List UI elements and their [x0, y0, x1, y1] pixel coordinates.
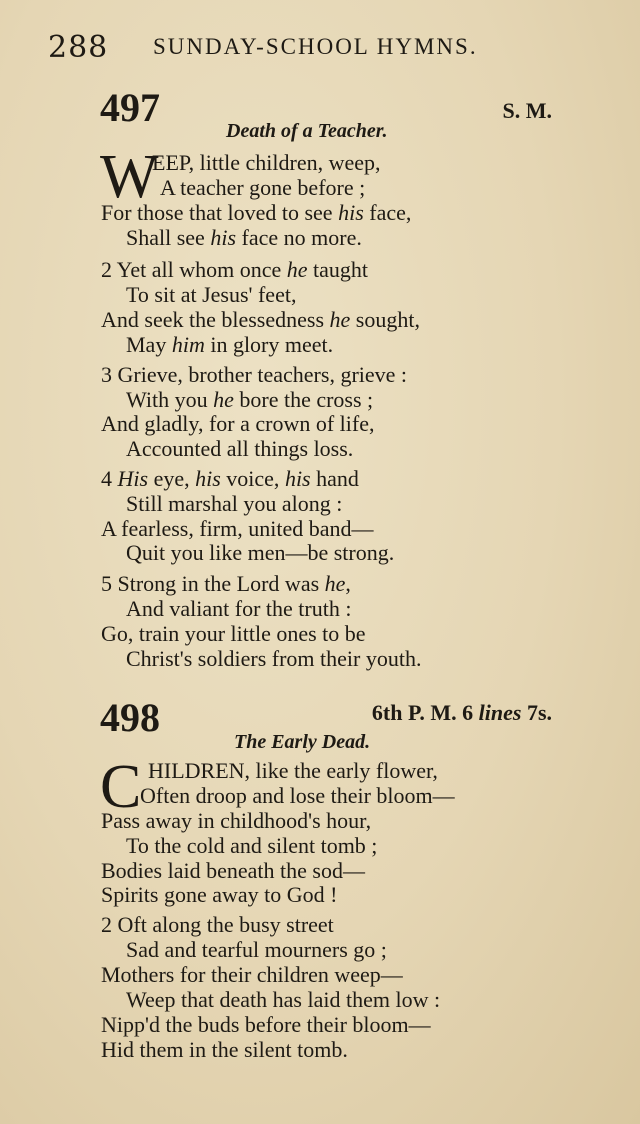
hymn-line: 3 Grieve, brother teachers, grieve :	[101, 362, 408, 387]
hymn-line: Sad and tearful mourners go ;	[126, 937, 387, 962]
hymn-line: Mothers for their children weep—	[101, 962, 403, 987]
hymn-line: Nipp'd the buds before their bloom—	[101, 1012, 431, 1037]
drop-cap: W	[100, 143, 159, 211]
hymn-line: Weep that death has laid them low :	[126, 987, 441, 1012]
hymn-line: Accounted all things loss.	[126, 436, 354, 461]
hymn-meter: 6th P. M. 6 lines 7s.	[371, 700, 552, 725]
hymn-line: 4 His eye, his voice, his hand	[101, 466, 359, 491]
running-title: SUNDAY-SCHOOL HYMNS.	[153, 34, 478, 59]
hymn-line: 2 Oft along the busy street	[101, 912, 334, 937]
hymn-title: The Early Dead.	[234, 731, 371, 753]
hymn-line: With you he bore the cross ;	[126, 387, 374, 412]
hymn-line: A fearless, firm, united band—	[101, 516, 374, 541]
running-head	[48, 30, 608, 70]
hymn-number: 498	[100, 695, 160, 740]
hymn-line: And gladly, for a crown of life,	[101, 411, 375, 436]
hymn-line: Spirits gone away to God !	[101, 882, 338, 907]
hymn-line: Still marshal you along :	[126, 491, 343, 516]
hymn-line: Shall see his face no more.	[126, 225, 362, 250]
hymn-line: Bodies laid beneath the sod—	[101, 858, 365, 883]
hymn-line: HILDREN, like the early flower,	[148, 758, 438, 783]
hymn-line: And seek the blessedness he sought,	[101, 307, 420, 332]
hymn-line: Quit you like men—be strong.	[126, 540, 395, 565]
hymn-line: For those that loved to see his face,	[101, 200, 412, 225]
hymn-line: Often droop and lose their bloom—	[140, 783, 455, 808]
page-number: 288	[48, 30, 109, 65]
hymn-line: A teacher gone before ;	[160, 175, 366, 200]
hymn-line: And valiant for the truth :	[126, 596, 352, 621]
hymn-line: Go, train your little ones to be	[101, 621, 366, 646]
hymn-line: 2 Yet all whom once he taught	[101, 257, 369, 282]
hymn-line: To sit at Jesus' feet,	[126, 282, 297, 307]
hymn-line: Pass away in childhood's hour,	[101, 808, 372, 833]
hymn-line: EEP, little children, weep,	[152, 150, 381, 175]
hymn-title: Death of a Teacher.	[226, 120, 388, 142]
hymn-meter: S. M.	[502, 98, 552, 123]
hymn-line: Hid them in the silent tomb.	[101, 1037, 348, 1062]
hymn-line: Christ's soldiers from their youth.	[126, 646, 422, 671]
hymn-line: 5 Strong in the Lord was he,	[101, 571, 351, 596]
hymn-number: 497	[100, 85, 160, 130]
hymn-line: May him in glory meet.	[126, 332, 334, 357]
drop-cap: C	[100, 753, 142, 821]
hymn-line: To the cold and silent tomb ;	[126, 833, 378, 858]
